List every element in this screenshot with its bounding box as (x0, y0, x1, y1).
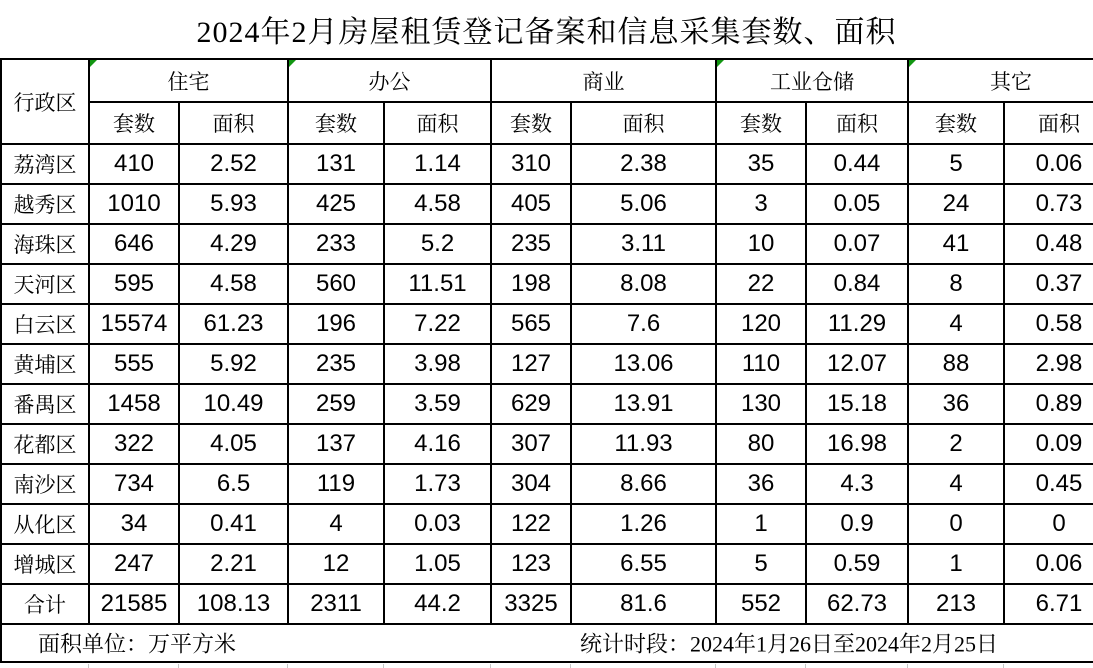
group-header-label: 工业仓储 (770, 69, 854, 94)
table-row (1, 544, 1093, 584)
value-cell: 4.05 (179, 424, 288, 464)
value-cell: 6.71 (1004, 584, 1093, 624)
table-row (1, 384, 1093, 424)
value-cell: 213 (908, 584, 1004, 624)
value-cell: 5 (716, 544, 806, 584)
district-cell: 番禺区 (1, 384, 89, 424)
value-cell: 12.07 (806, 344, 908, 384)
value-cell: 36 (908, 384, 1004, 424)
footer-row (1, 624, 1093, 662)
value-cell: 12 (288, 544, 384, 584)
sheet-bottom-gridlines (0, 663, 1093, 668)
value-cell: 11.29 (806, 304, 908, 344)
value-cell: 2.52 (179, 144, 288, 184)
district-cell: 海珠区 (1, 224, 89, 264)
value-cell: 7.22 (384, 304, 491, 344)
value-cell: 0.73 (1004, 184, 1093, 224)
district-cell: 增城区 (1, 544, 89, 584)
value-cell: 13.91 (571, 384, 716, 424)
group-header-cell (908, 59, 1093, 102)
value-cell: 1010 (89, 184, 179, 224)
group-header-row (1, 59, 1093, 102)
value-cell: 61.23 (179, 304, 288, 344)
value-cell: 1 (908, 544, 1004, 584)
value-cell: 235 (288, 344, 384, 384)
value-cell: 307 (491, 424, 571, 464)
gridline (287, 664, 288, 668)
gridline (907, 664, 908, 668)
table-row (1, 144, 1093, 184)
value-cell: 137 (288, 424, 384, 464)
value-cell: 21585 (89, 584, 179, 624)
table-row (1, 344, 1093, 384)
value-cell: 5.06 (571, 184, 716, 224)
sub-header-cell: 套数 (288, 102, 384, 144)
value-cell: 81.6 (571, 584, 716, 624)
value-cell: 196 (288, 304, 384, 344)
district-cell: 从化区 (1, 504, 89, 544)
table-body (1, 144, 1093, 624)
value-cell: 24 (908, 184, 1004, 224)
gridline (383, 664, 384, 668)
value-cell: 6.5 (179, 464, 288, 504)
total-row (1, 584, 1093, 624)
value-cell: 4.58 (384, 184, 491, 224)
value-cell: 3 (716, 184, 806, 224)
group-header-label: 商业 (582, 69, 625, 94)
sub-header-row (1, 102, 1093, 144)
value-cell: 119 (288, 464, 384, 504)
value-cell: 555 (89, 344, 179, 384)
value-cell: 2.98 (1004, 344, 1093, 384)
value-cell: 5.93 (179, 184, 288, 224)
table-row (1, 304, 1093, 344)
value-cell: 8.66 (571, 464, 716, 504)
value-cell: 1.05 (384, 544, 491, 584)
cell-error-marker-icon (909, 60, 916, 67)
value-cell: 1.14 (384, 144, 491, 184)
value-cell: 4.3 (806, 464, 908, 504)
sub-header-cell: 面积 (1004, 102, 1093, 144)
value-cell: 6.55 (571, 544, 716, 584)
value-cell: 310 (491, 144, 571, 184)
value-cell: 565 (491, 304, 571, 344)
value-cell: 552 (716, 584, 806, 624)
value-cell: 629 (491, 384, 571, 424)
rental-registration-table (0, 58, 1093, 663)
value-cell: 10 (716, 224, 806, 264)
sub-header-cell: 套数 (716, 102, 806, 144)
value-cell: 3.59 (384, 384, 491, 424)
group-header-cell (89, 59, 288, 102)
value-cell: 130 (716, 384, 806, 424)
value-cell: 4 (908, 304, 1004, 344)
value-cell: 62.73 (806, 584, 908, 624)
sub-header-cell: 套数 (491, 102, 571, 144)
district-cell: 南沙区 (1, 464, 89, 504)
footer-cell (1, 624, 1093, 662)
value-cell: 0.59 (806, 544, 908, 584)
table-row (1, 504, 1093, 544)
value-cell: 4.16 (384, 424, 491, 464)
value-cell: 8 (908, 264, 1004, 304)
value-cell: 322 (89, 424, 179, 464)
value-cell: 44.2 (384, 584, 491, 624)
value-cell: 110 (716, 344, 806, 384)
value-cell: 0.05 (806, 184, 908, 224)
value-cell: 233 (288, 224, 384, 264)
gridline (88, 664, 89, 668)
value-cell: 1458 (89, 384, 179, 424)
sub-header-cell: 面积 (179, 102, 288, 144)
value-cell: 2.21 (179, 544, 288, 584)
value-cell: 15574 (89, 304, 179, 344)
value-cell: 560 (288, 264, 384, 304)
value-cell: 11.93 (571, 424, 716, 464)
value-cell: 10.49 (179, 384, 288, 424)
value-cell: 0.06 (1004, 144, 1093, 184)
value-cell: 5.2 (384, 224, 491, 264)
value-cell: 80 (716, 424, 806, 464)
value-cell: 0.89 (1004, 384, 1093, 424)
value-cell: 425 (288, 184, 384, 224)
value-cell: 34 (89, 504, 179, 544)
value-cell: 410 (89, 144, 179, 184)
table-row (1, 424, 1093, 464)
district-cell: 天河区 (1, 264, 89, 304)
value-cell: 4 (288, 504, 384, 544)
area-unit-note: 面积单位：万平方米 (38, 631, 237, 657)
statistics-period-note: 统计时段：2024年1月26日至2024年2月25日 (580, 631, 999, 657)
value-cell: 35 (716, 144, 806, 184)
gridline (570, 664, 571, 668)
value-cell: 15.18 (806, 384, 908, 424)
value-cell: 734 (89, 464, 179, 504)
group-header-label: 住宅 (167, 69, 210, 94)
value-cell: 2.38 (571, 144, 716, 184)
district-cell: 花都区 (1, 424, 89, 464)
value-cell: 0.44 (806, 144, 908, 184)
value-cell: 108.13 (179, 584, 288, 624)
group-header-label: 其它 (990, 69, 1032, 94)
value-cell: 1.26 (571, 504, 716, 544)
value-cell: 0 (908, 504, 1004, 544)
value-cell: 41 (908, 224, 1004, 264)
value-cell: 0.37 (1004, 264, 1093, 304)
value-cell: 5.92 (179, 344, 288, 384)
value-cell: 123 (491, 544, 571, 584)
value-cell: 120 (716, 304, 806, 344)
district-cell: 黄埔区 (1, 344, 89, 384)
value-cell: 0.03 (384, 504, 491, 544)
value-cell: 3325 (491, 584, 571, 624)
value-cell: 122 (491, 504, 571, 544)
cell-error-marker-icon (289, 60, 296, 67)
value-cell: 0.45 (1004, 464, 1093, 504)
value-cell: 1.73 (384, 464, 491, 504)
value-cell: 11.51 (384, 264, 491, 304)
value-cell: 0 (1004, 504, 1093, 544)
group-header-label: 办公 (368, 69, 411, 94)
sub-header-cell: 面积 (806, 102, 908, 144)
value-cell: 0.07 (806, 224, 908, 264)
group-header-cell (716, 59, 908, 102)
page-title: 2024年2月房屋租赁登记备案和信息采集套数、面积 (196, 16, 897, 49)
value-cell: 0.41 (179, 504, 288, 544)
corner-header-cell: 行政区 (1, 59, 89, 144)
gridline (490, 664, 491, 668)
district-cell: 白云区 (1, 304, 89, 344)
value-cell: 4 (908, 464, 1004, 504)
value-cell: 304 (491, 464, 571, 504)
value-cell: 0.84 (806, 264, 908, 304)
value-cell: 16.98 (806, 424, 908, 464)
gridline (1003, 664, 1004, 668)
value-cell: 259 (288, 384, 384, 424)
cell-error-marker-icon (717, 60, 724, 67)
group-header-cell (288, 59, 491, 102)
value-cell: 0.58 (1004, 304, 1093, 344)
value-cell: 2311 (288, 584, 384, 624)
value-cell: 3.98 (384, 344, 491, 384)
sub-header-cell: 套数 (908, 102, 1004, 144)
table-row (1, 264, 1093, 304)
value-cell: 127 (491, 344, 571, 384)
table-row (1, 224, 1093, 264)
value-cell: 88 (908, 344, 1004, 384)
value-cell: 13.06 (571, 344, 716, 384)
value-cell: 8.08 (571, 264, 716, 304)
cell-error-marker-icon (90, 60, 97, 67)
value-cell: 0.9 (806, 504, 908, 544)
sub-header-cell: 面积 (571, 102, 716, 144)
table-header (1, 59, 1093, 144)
value-cell: 36 (716, 464, 806, 504)
value-cell: 0.48 (1004, 224, 1093, 264)
value-cell: 22 (716, 264, 806, 304)
value-cell: 7.6 (571, 304, 716, 344)
table-row (1, 184, 1093, 224)
value-cell: 1 (716, 504, 806, 544)
sub-header-cell: 套数 (89, 102, 179, 144)
value-cell: 0.09 (1004, 424, 1093, 464)
value-cell: 2 (908, 424, 1004, 464)
group-header-cell (491, 59, 716, 102)
value-cell: 235 (491, 224, 571, 264)
gridline (805, 664, 806, 668)
table-footer (1, 624, 1093, 662)
gridline (178, 664, 179, 668)
district-cell: 荔湾区 (1, 144, 89, 184)
value-cell: 131 (288, 144, 384, 184)
value-cell: 3.11 (571, 224, 716, 264)
gridline (715, 664, 716, 668)
sub-header-cell: 面积 (384, 102, 491, 144)
district-cell: 合计 (1, 584, 89, 624)
value-cell: 5 (908, 144, 1004, 184)
table-row (1, 464, 1093, 504)
value-cell: 247 (89, 544, 179, 584)
value-cell: 4.58 (179, 264, 288, 304)
value-cell: 646 (89, 224, 179, 264)
district-cell: 越秀区 (1, 184, 89, 224)
value-cell: 4.29 (179, 224, 288, 264)
value-cell: 595 (89, 264, 179, 304)
value-cell: 405 (491, 184, 571, 224)
value-cell: 0.06 (1004, 544, 1093, 584)
value-cell: 198 (491, 264, 571, 304)
